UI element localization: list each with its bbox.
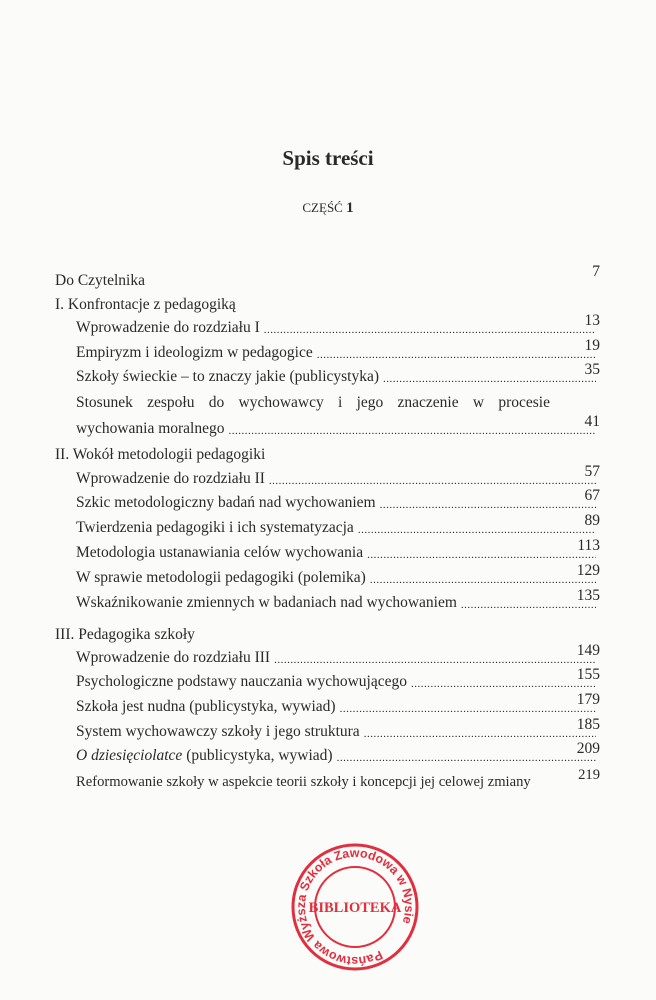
page-title: Spis treści — [282, 146, 374, 170]
toc-entry — [76, 767, 600, 793]
entry-page: 219 — [578, 767, 600, 783]
entry-title: Reformowanie szkoły w aspekcie teorii szkoły i koncepcji jej celowej zmiany — [76, 774, 531, 790]
svg-text:Państwowa Wyższa Szkoła Zawodo: Państwowa Wyższa Szkoła Zawodowa w Nysie — [293, 845, 417, 969]
library-stamp — [290, 842, 420, 972]
entry-page: 209 — [576, 740, 600, 757]
toc-entry — [55, 294, 600, 316]
toc-entry — [76, 642, 600, 669]
entry-page: 13 — [584, 312, 600, 329]
entry-title: Wprowadzenie do rozdziału I — [76, 319, 260, 336]
entry-page: 129 — [576, 562, 600, 579]
toc-entry — [76, 512, 600, 539]
toc-entry — [76, 413, 600, 440]
entry-page: 19 — [584, 337, 600, 354]
entry-title-rest: (publicystyka, wywiad) — [182, 747, 333, 764]
part-heading — [0, 200, 656, 217]
entry-page: 35 — [584, 361, 600, 378]
dot-leader — [269, 472, 596, 490]
toc-entry — [76, 312, 600, 339]
entry-title: Psychologiczne podstawy nauczania wychowującego — [76, 673, 407, 690]
toc-entry — [76, 487, 600, 514]
dot-leader — [264, 321, 596, 339]
toc-entry — [76, 361, 600, 388]
entry-title: I. Konfrontacje z pedagogiką — [55, 296, 236, 313]
toc-entry — [76, 740, 600, 767]
entry-page: 185 — [576, 716, 600, 733]
entry-page: 155 — [576, 666, 600, 683]
entry-title-italic: O dziesięciolatce — [76, 747, 183, 764]
toc-entry — [76, 392, 600, 414]
entry-page: 67 — [584, 487, 600, 504]
entry-page: 113 — [577, 537, 600, 554]
toc-entry — [76, 716, 600, 743]
entry-title: Stosunek zespołu do wychowawcy i jego znaczenie w procesie — [76, 394, 550, 411]
toc-entry — [76, 337, 600, 364]
entry-title: Wskaźnikowanie zmiennych w badaniach nad wychowaniem — [76, 594, 457, 611]
toc-entry — [76, 463, 600, 490]
entry-title: Do Czytelnika — [55, 272, 145, 289]
entry-title — [76, 745, 333, 767]
entry-page: 135 — [576, 587, 600, 604]
part-number: 1 — [346, 200, 354, 216]
part-label: CZĘŚĆ — [302, 200, 343, 215]
svg-text:BIBLIOTEKA: BIBLIOTEKA — [308, 900, 402, 916]
toc-entry — [55, 263, 600, 292]
entry-title: Metodologia ustanawiania celów wychowania — [76, 544, 364, 561]
entry-page: 57 — [584, 463, 600, 480]
toc-entry — [76, 691, 600, 718]
entry-title: wychowania moralnego — [76, 420, 225, 437]
toc-entry — [76, 587, 600, 614]
toc-entry — [55, 444, 600, 466]
toc-entry — [76, 562, 600, 589]
entry-page: 179 — [576, 691, 600, 708]
entry-title: Wprowadzenie do rozdziału II — [76, 470, 265, 487]
entry-title: Empiryzm i ideologizm w pedagogice — [76, 344, 313, 361]
entry-page: 149 — [576, 642, 600, 659]
entry-title: Szkic metodologiczny badań nad wychowaniem — [76, 494, 376, 511]
entry-title: III. Pedagogika szkoły — [55, 626, 195, 643]
entry-title: Twierdzenia pedagogiki i ich systematyzacja — [76, 519, 354, 536]
toc-entry — [76, 666, 600, 693]
dot-leader — [337, 749, 596, 767]
entry-title: Szkoła jest nudna (publicystyka, wywiad) — [76, 698, 336, 715]
entry-page: 89 — [584, 512, 600, 529]
entry-title: Wprowadzenie do rozdziału III — [76, 649, 271, 666]
entry-title: Szkoły świeckie – to znaczy jakie (publicystyka) — [76, 368, 380, 385]
entry-page: 41 — [584, 413, 600, 430]
toc-entry — [55, 624, 600, 646]
entry-title: II. Wokół metodologii pedagogiki — [55, 446, 266, 463]
entry-title: System wychowawczy szkoły i jego struktura — [76, 723, 360, 740]
toc-entry — [76, 537, 600, 564]
dot-leader — [274, 651, 596, 669]
entry-title: W sprawie metodologii pedagogiki (polemika) — [76, 569, 366, 586]
entry-page: 7 — [592, 263, 600, 280]
dot-leader — [340, 700, 596, 718]
dot-leader — [229, 422, 597, 440]
dot-leader — [317, 346, 596, 364]
